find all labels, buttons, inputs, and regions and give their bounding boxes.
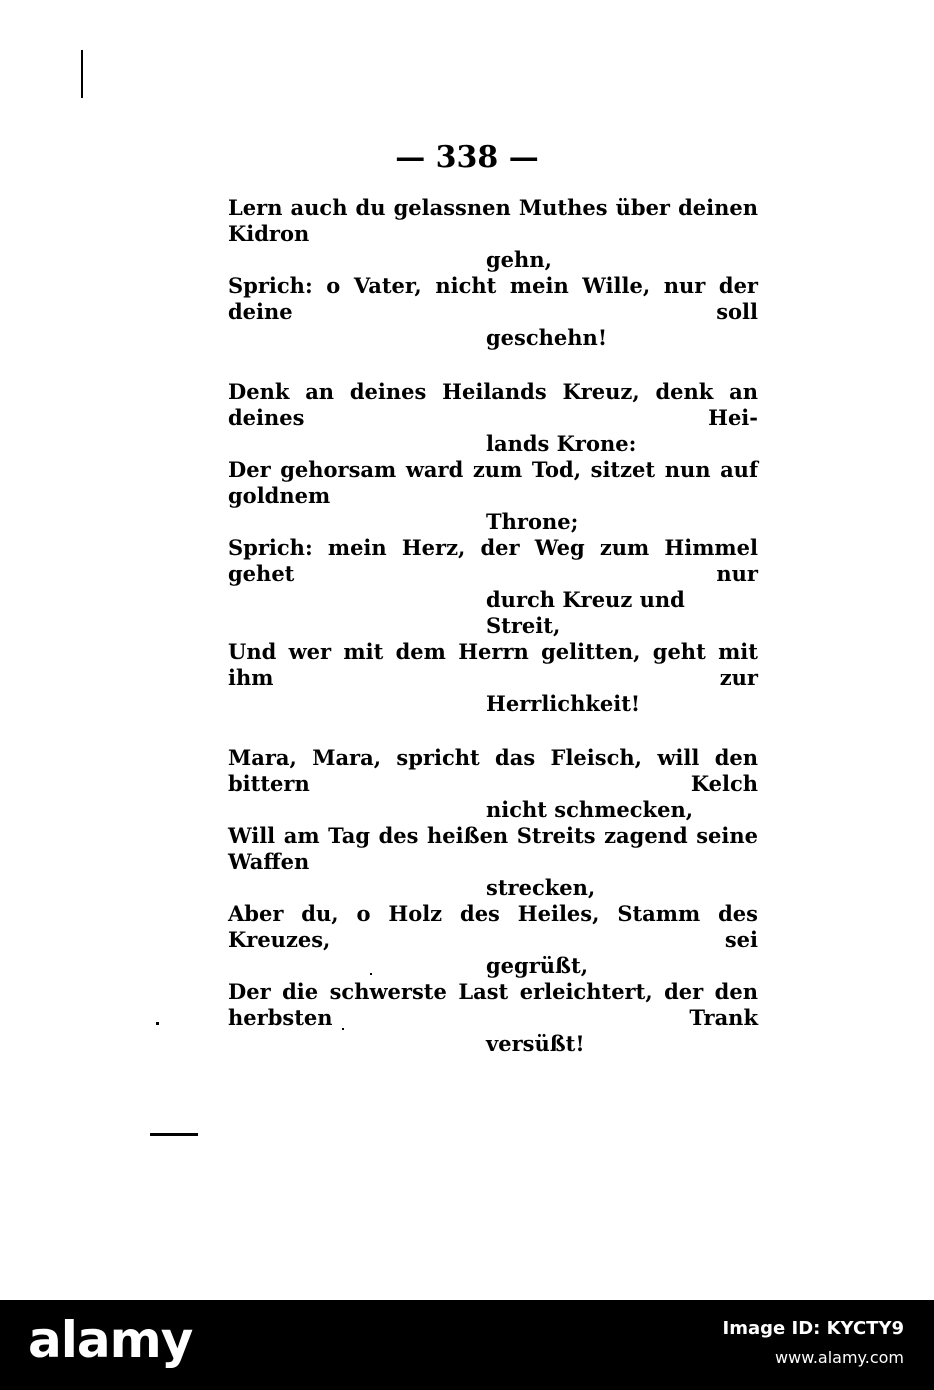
verse-line-text: Lern auch du gelassnen Muthes über deinen Kidron xyxy=(228,195,758,246)
verse-line xyxy=(228,745,758,823)
verse-line xyxy=(228,379,758,457)
verse-line xyxy=(228,457,758,535)
verse-line-continuation: Throne; xyxy=(486,509,579,534)
scan-margin-mark xyxy=(81,50,83,98)
verse-line xyxy=(228,639,758,717)
verse-line-continuation: durch Kreuz und Streit, xyxy=(486,587,685,638)
verse-line-text: Der die schwerste Last erleichtert, der den herbsten Trank xyxy=(228,979,758,1030)
stanza-3 xyxy=(228,745,758,1057)
verse-line xyxy=(228,195,758,273)
verse-line-text: Der gehorsam ward zum Tod, sitzet nun auf goldnem xyxy=(228,457,758,508)
verse-line xyxy=(228,273,758,351)
verse-line-text: Und wer mit dem Herrn gelitten, geht mit ihm zur xyxy=(228,639,758,690)
stanza-1 xyxy=(228,195,758,351)
verse-line-continuation: lands Krone: xyxy=(486,431,637,456)
watermark-banner xyxy=(0,1300,934,1390)
verse-line-text: Denk an deines Heilands Kreuz, denk an deines Hei- xyxy=(228,379,758,430)
page-number: — 338 — xyxy=(395,140,539,175)
verse-line-text: Sprich: mein Herz, der Weg zum Himmel gehet nur xyxy=(228,535,758,586)
scan-dash-mark xyxy=(150,1133,198,1136)
verse-line-continuation: geschehn! xyxy=(486,325,608,350)
verse-line-text: Will am Tag des heißen Streits zagend seine Waffen xyxy=(228,823,758,874)
stanza-2 xyxy=(228,379,758,717)
verse-line-text: Sprich: o Vater, nicht mein Wille, nur der deine soll xyxy=(228,273,758,324)
verse-line xyxy=(228,535,758,639)
verse-line-continuation: gegrüßt, xyxy=(486,953,589,978)
verse-line-continuation: gehn, xyxy=(486,247,552,272)
verse-line xyxy=(228,823,758,901)
scan-speck xyxy=(156,1022,159,1025)
verse-line-continuation: versüßt! xyxy=(486,1031,585,1056)
poem-text xyxy=(228,195,758,1085)
verse-line xyxy=(228,901,758,979)
verse-line-text: Mara, Mara, spricht das Fleisch, will den bittern Kelch xyxy=(228,745,758,796)
verse-line xyxy=(228,979,758,1057)
verse-line-continuation: nicht schmecken, xyxy=(486,797,694,822)
verse-line-text: Aber du, o Holz des Heiles, Stamm des Kreuzes, sei xyxy=(228,901,758,952)
watermark-url: www.alamy.com xyxy=(775,1348,904,1367)
verse-line-continuation: Herrlichkeit! xyxy=(486,691,641,716)
watermark-image-id: Image ID: KYCTY9 xyxy=(722,1318,904,1339)
watermark-logo: alamy xyxy=(28,1311,193,1369)
verse-line-continuation: strecken, xyxy=(486,875,596,900)
